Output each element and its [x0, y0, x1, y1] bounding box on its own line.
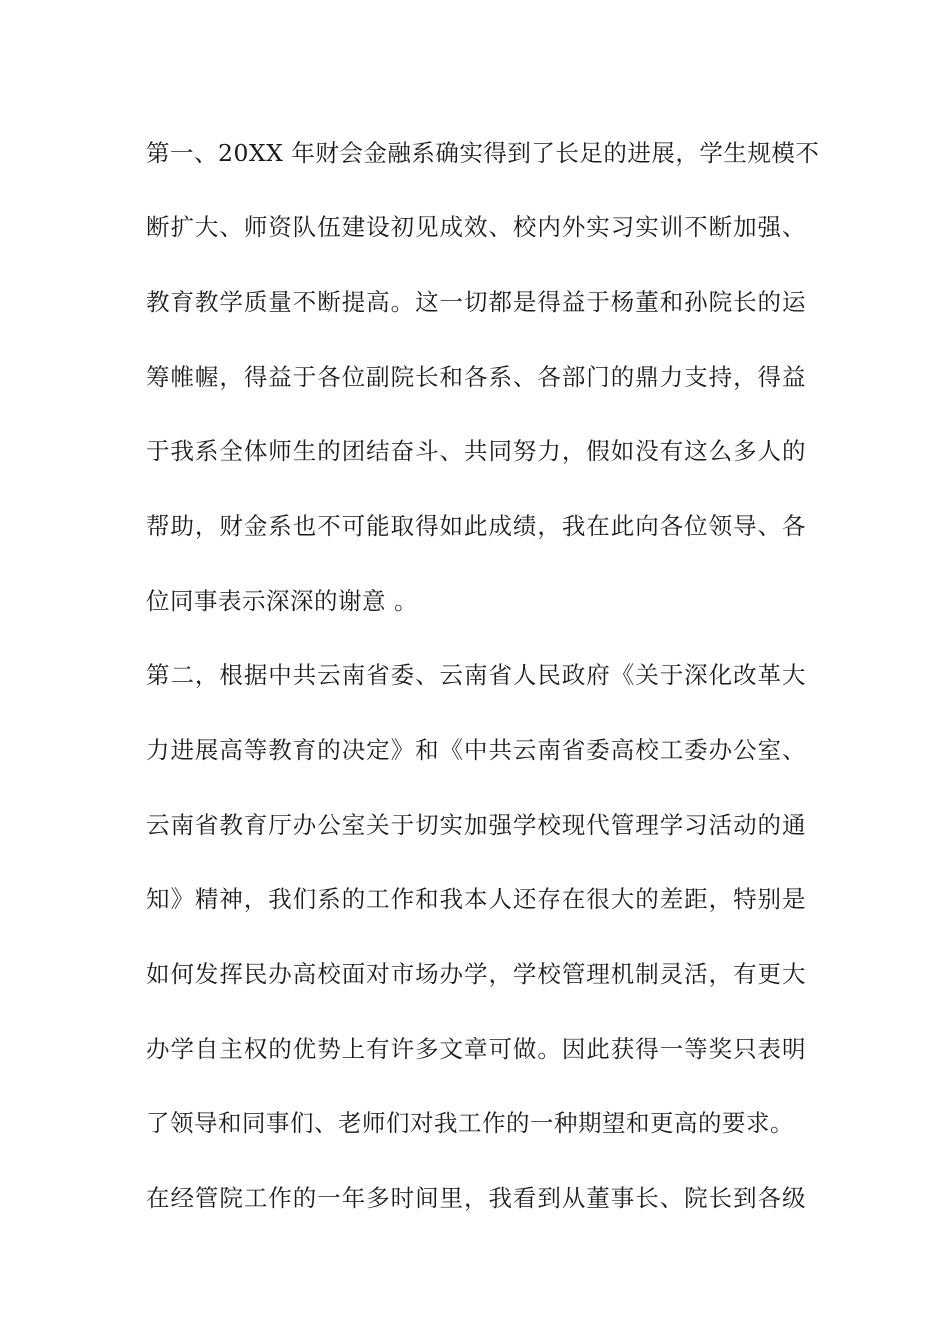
paragraph-line: 如何发挥民办高校面对市场办学，学校管理机制灵活，有更大	[146, 960, 806, 988]
paragraph-line: 办学自主权的优势上有许多文章可做。因此获得一等奖只表明	[146, 1035, 806, 1063]
paragraph-line: 教育教学质量不断提高。这一切都是得益于杨董和孙院长的运	[146, 288, 806, 316]
paragraph-line: 在经管院工作的一年多时间里，我看到从董事长、院长到各级	[146, 1184, 806, 1212]
paragraph-line: 第二，根据中共云南省委、云南省人民政府《关于深化改革大	[146, 661, 806, 689]
paragraph-line: 知》精神，我们系的工作和我本人还存在很大的差距，特别是	[146, 885, 806, 913]
paragraph-line: 于我系全体师生的团结奋斗、共同努力，假如没有这么多人的	[146, 437, 806, 465]
paragraph-line: 了领导和同事们、老师们对我工作的一种期望和更高的要求。	[146, 1109, 794, 1137]
paragraph-line: 筹帷幄，得益于各位副院长和各系、各部门的鼎力支持，得益	[146, 363, 806, 391]
paragraph-line: 断扩大、师资队伍建设初见成效、校内外实习实训不断加强、	[146, 213, 806, 241]
paragraph-line: 帮助，财金系也不可能取得如此成绩，我在此向各位领导、各	[146, 512, 806, 540]
paragraph-line: 云南省教育厅办公室关于切实加强学校现代管理学习活动的通	[146, 811, 806, 839]
paragraph-line: 位同事表示深深的谢意 。	[146, 587, 418, 615]
paragraph-line: 力进展高等教育的决定》和《中共云南省委高校工委办公室、	[146, 736, 806, 764]
paragraph-line: 第一、20XX 年财会金融系确实得到了长足的进展，学生规模不	[146, 139, 820, 167]
